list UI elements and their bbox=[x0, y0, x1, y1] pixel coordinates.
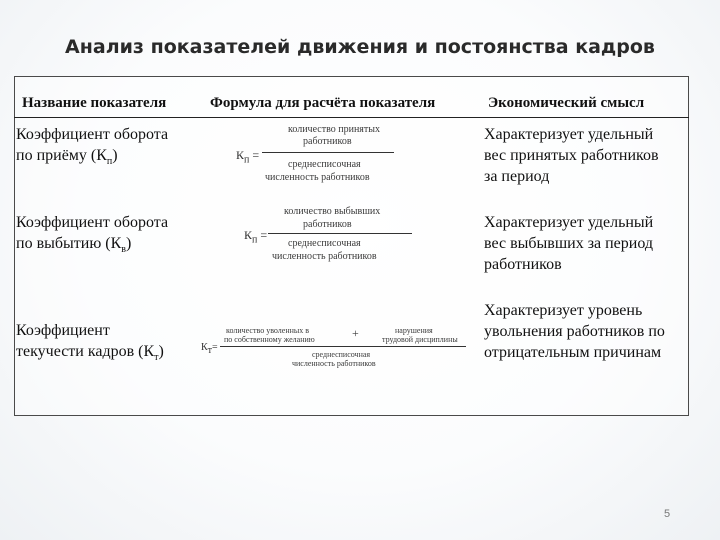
header-divider bbox=[14, 117, 689, 118]
row3-meaning: Характеризует уровень увольнения работников по отрицательным причинам bbox=[484, 302, 665, 361]
page-number: 5 bbox=[664, 508, 671, 520]
header-meaning: Экономический смысл bbox=[488, 95, 645, 111]
row1-name: Коэффициент оборота по приёму $(К_п)$ bbox=[16, 126, 169, 168]
slide-title: Анализ показателей движения и постоянства кадров bbox=[65, 36, 655, 58]
row2-name: Коэффициент оборота по выбытию $(К_в)$ bbox=[16, 214, 169, 256]
header-formula: Формула для расчёта показателя bbox=[210, 95, 436, 111]
row1-meaning: Характеризует удельный вес принятых работников за период bbox=[484, 126, 659, 185]
row2-meaning: Характеризует удельный вес выбывших за период работников bbox=[484, 214, 654, 273]
row3-name: Коэффициент текучести кадров $(К_т)$ bbox=[16, 322, 164, 364]
header-name: Название показателя bbox=[22, 95, 167, 111]
